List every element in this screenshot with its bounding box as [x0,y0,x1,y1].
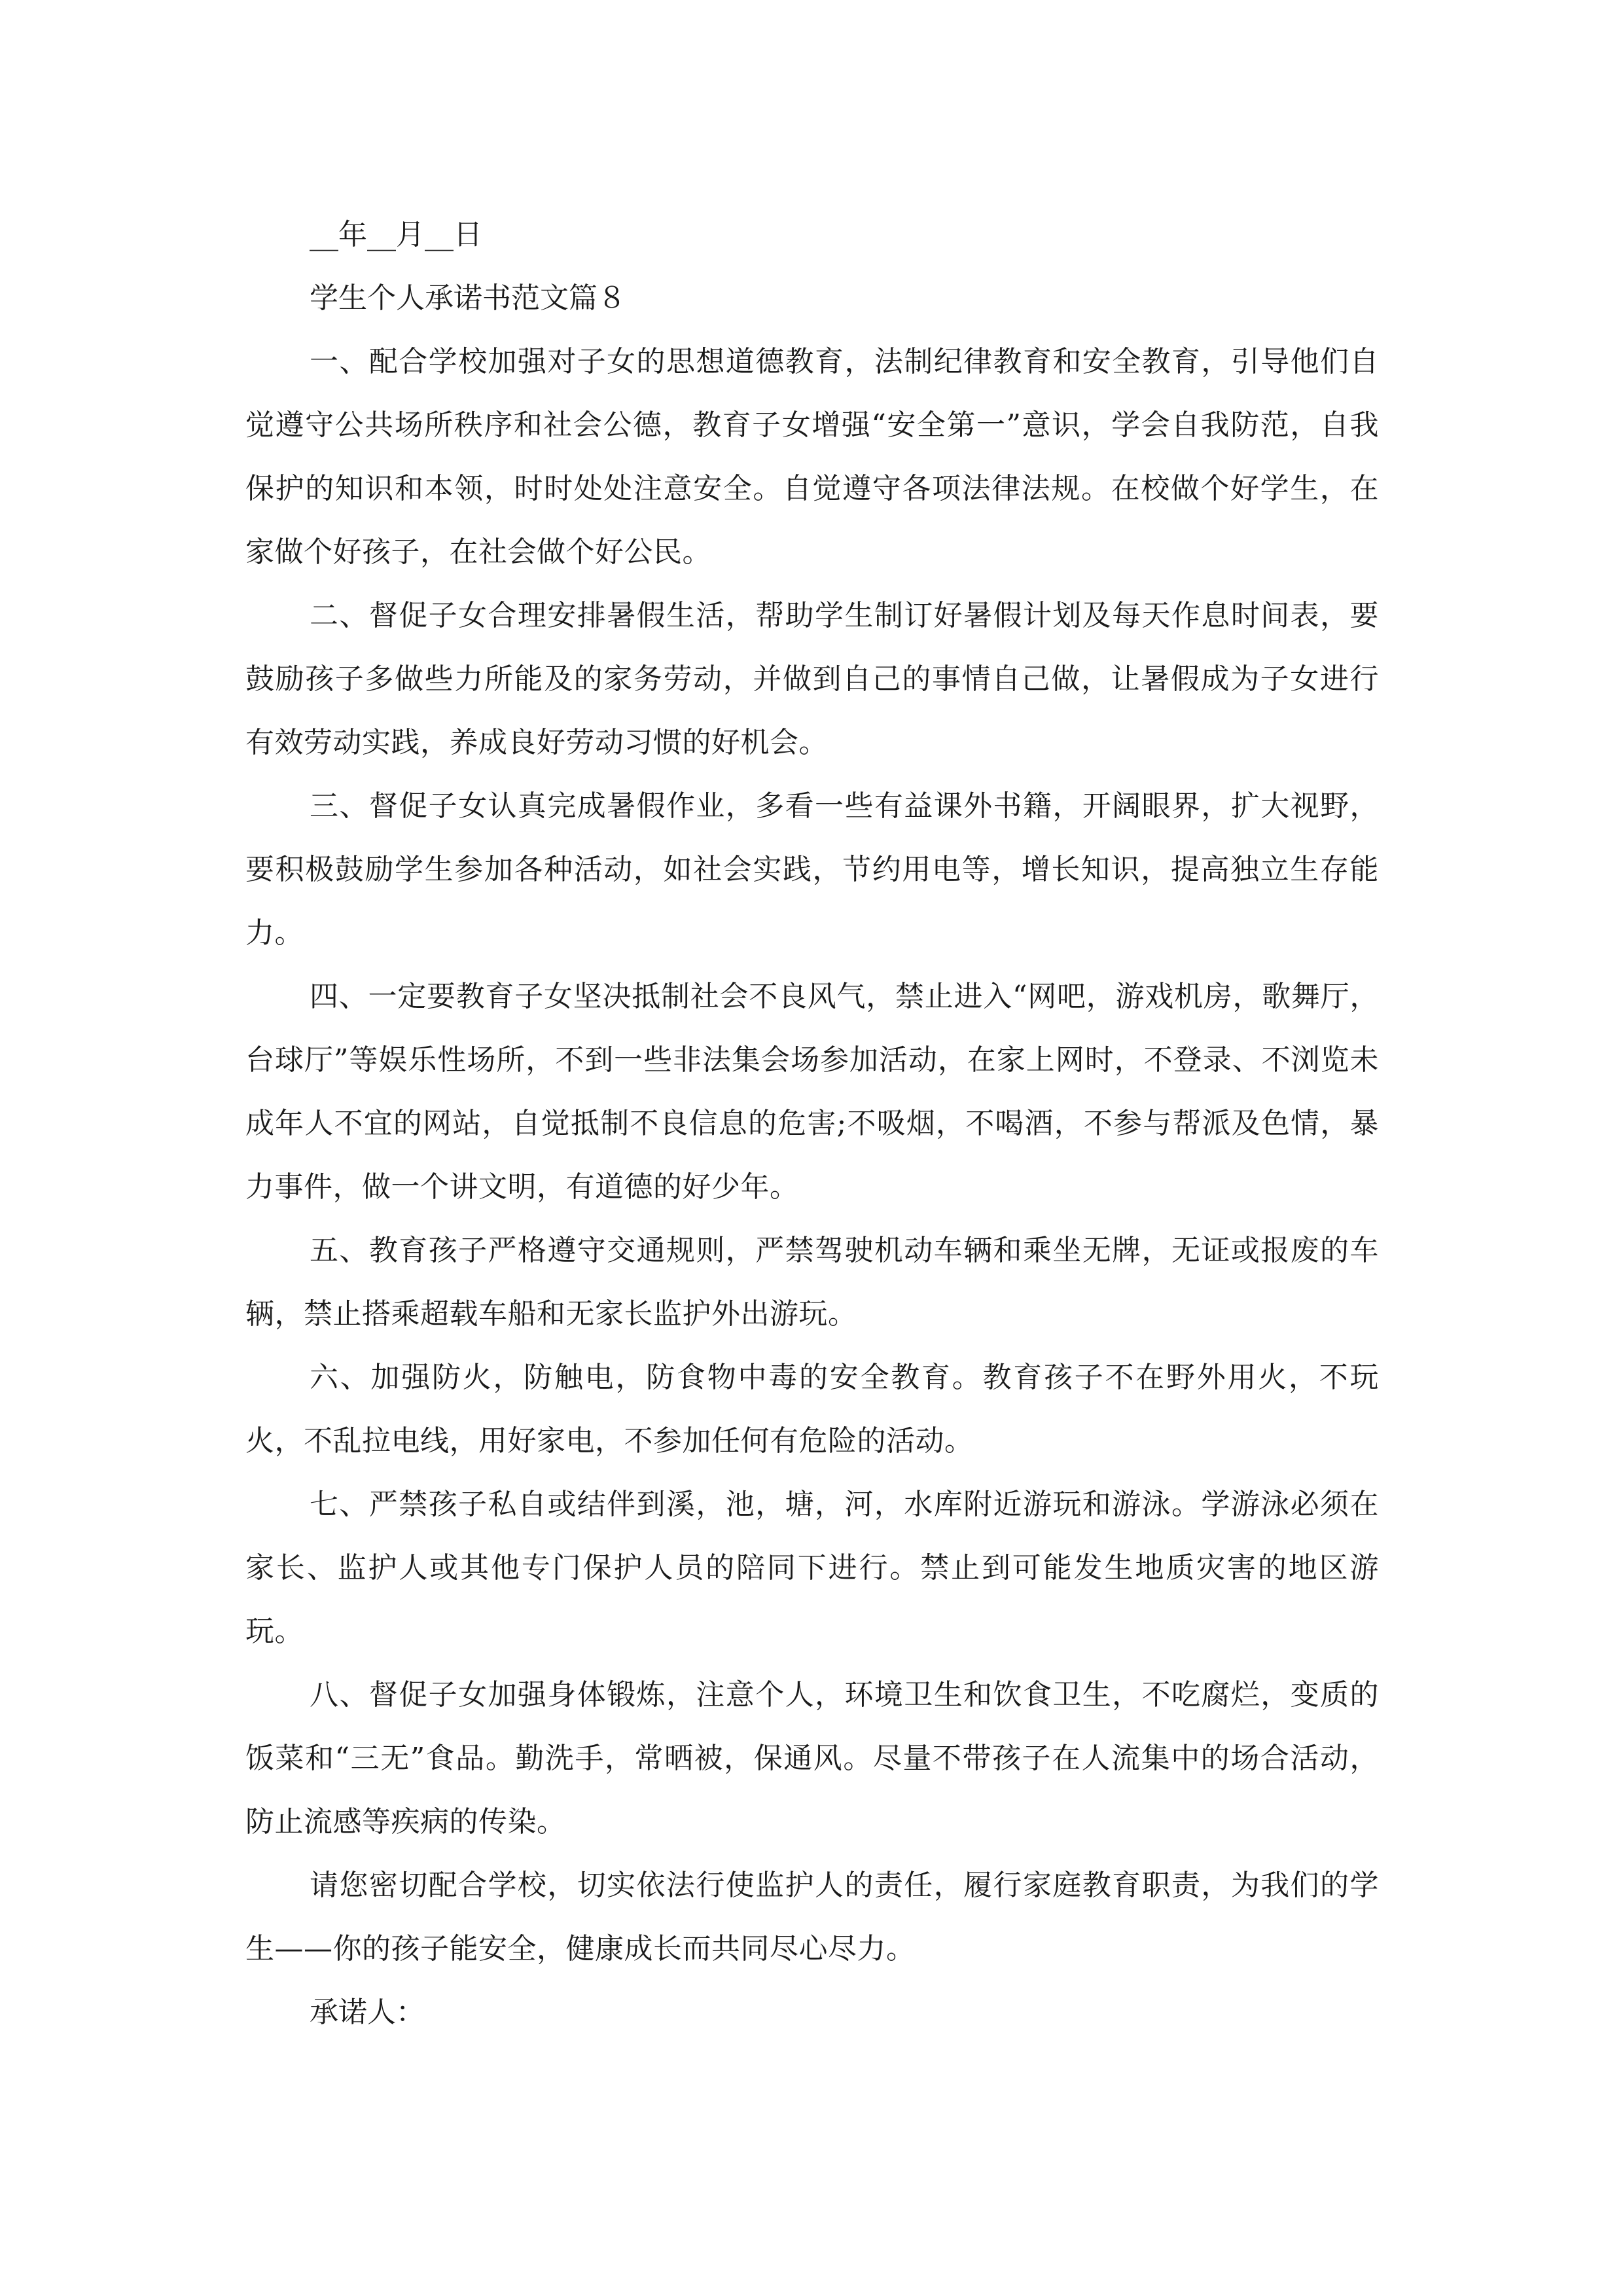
paragraph-4: 四、一定要教育子女坚决抵制社会不良风气，禁止进入“网吧，游戏机房，歌舞厅，台球厅”等娱乐性场所，不到一些非法集会场参加活动，在家上网时，不登录、不浏览未成年人不宜的网站，自觉抵制不良信息的危害;不吸烟，不喝酒，不参与帮派及色情，暴力事件，做一个讲文明，有道德的好少年。 [245,980,1379,1204]
document-heading: 学生个人承诺书范文篇８ [310,281,626,315]
closing-paragraph: 请您密切配合学校，切实依法行使监护人的责任，履行家庭教育职责，为我们的学生——你的孩子能安全，健康成长而共同尽心尽力。 [245,1869,1379,1965]
paragraph-5: 五、教育孩子严格遵守交通规则，严禁驾驶机动车辆和乘坐无牌，无证或报废的车辆，禁止搭乘超载车船和无家长监护外出游玩。 [245,1234,1379,1331]
date-line: __年__月__日 [310,218,482,251]
paragraph-7: 七、严禁孩子私自或结伴到溪，池，塘，河，水库附近游玩和游泳。学游泳必须在家长、监护人或其他专门保护人员的陪同下进行。禁止到可能发生地质灾害的地区游玩。 [245,1488,1379,1648]
document-body [245,203,1379,2044]
paragraph-8: 八、督促子女加强身体锻炼，注意个人，环境卫生和饮食卫生，不吃腐烂，变质的饭菜和“三无”食品。勤洗手，常晒被，保通风。尽量不带孩子在人流集中的场合活动，防止流感等疾病的传染。 [245,1678,1379,1839]
paragraph-1: 一、配合学校加强对子女的思想道德教育，法制纪律教育和安全教育，引导他们自觉遵守公共场所秩序和社会公德，教育子女增强“安全第一”意识，学会自我防范，自我保护的知识和本领，时时处处注意安全。自觉遵守各项法律法规。在校做个好学生，在家做个好孩子，在社会做个好公民。 [245,345,1379,569]
paragraph-3: 三、督促子女认真完成暑假作业，多看一些有益课外书籍，开阔眼界，扩大视野，要积极鼓励学生参加各种活动，如社会实践，节约用电等，增长知识，提高独立生存能力。 [245,789,1379,950]
paragraph-2: 二、督促子女合理安排暑假生活，帮助学生制订好暑假计划及每天作息时间表，要鼓励孩子多做些力所能及的家务劳动，并做到自己的事情自己做，让暑假成为子女进行有效劳动实践，养成良好劳动习惯的好机会。 [245,599,1379,759]
signature-label: 承诺人： [310,1996,425,2029]
paragraph-6: 六、加强防火，防触电，防食物中毒的安全教育。教育孩子不在野外用火，不玩火，不乱拉电线，用好家电，不参加任何有危险的活动。 [245,1361,1379,1458]
